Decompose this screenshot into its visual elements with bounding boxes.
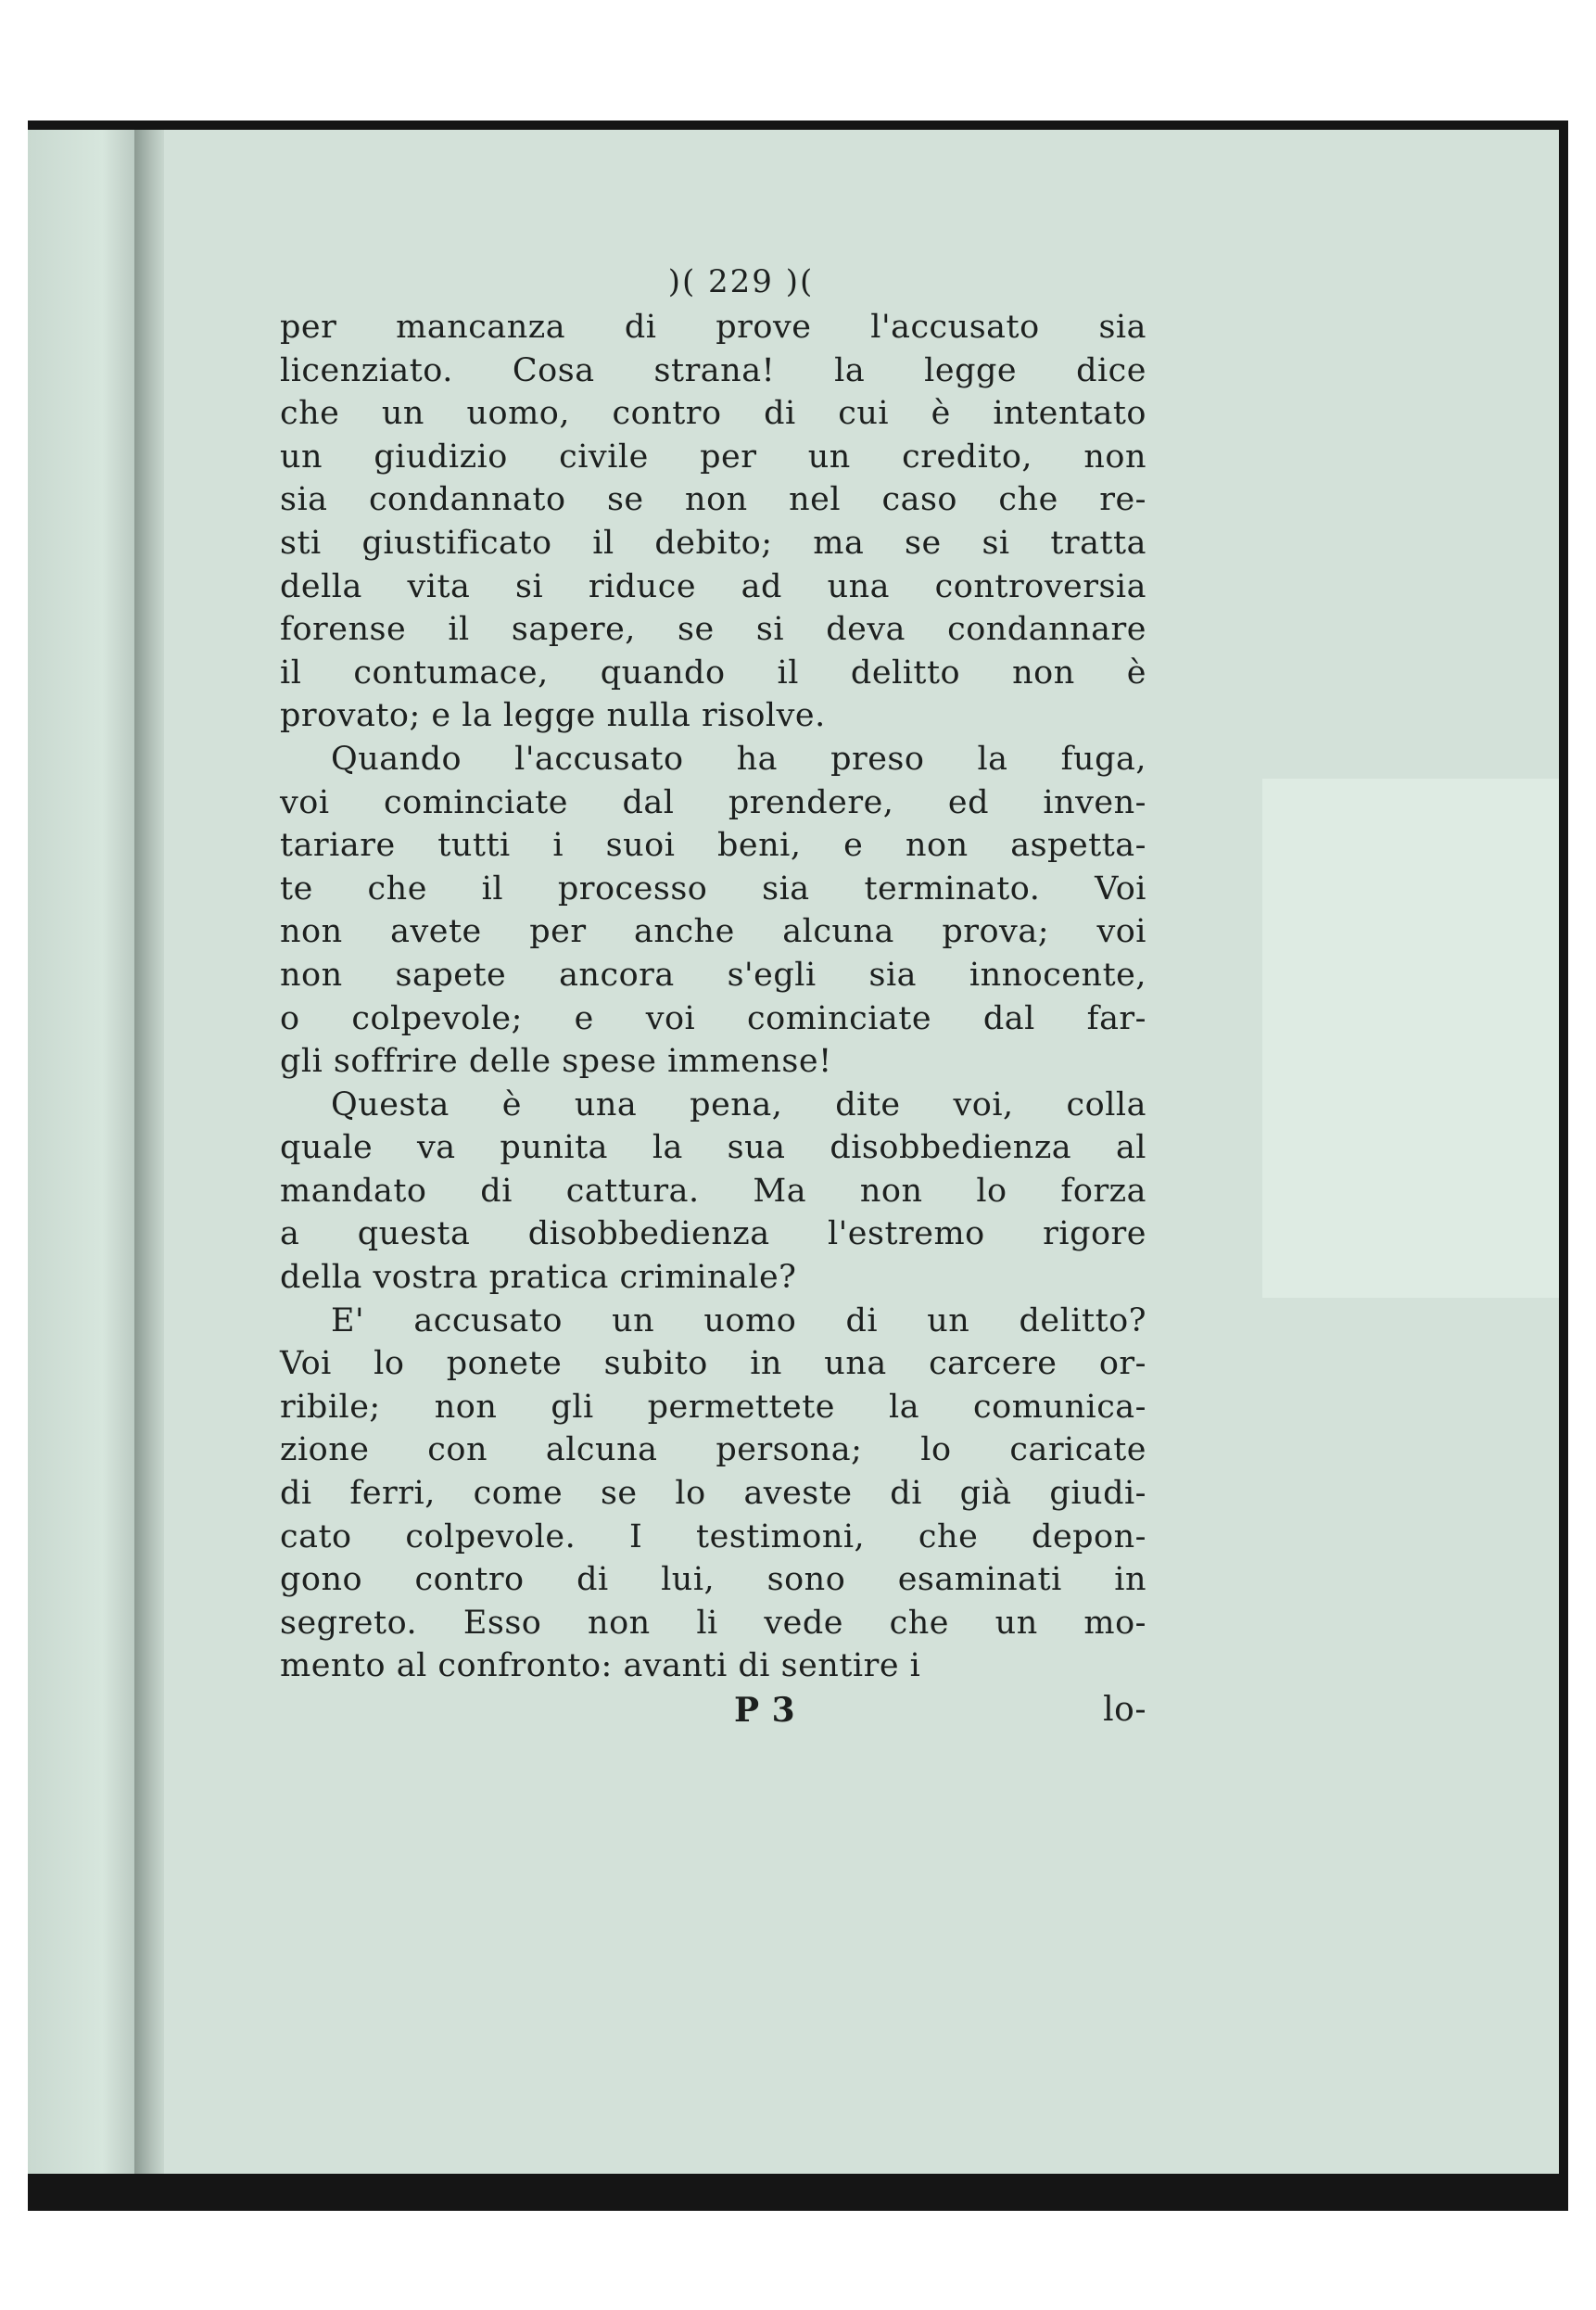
text-line: cato colpevole. I testimoni, che depon-	[280, 1517, 1146, 1555]
text-line: zione con alcuna persona; lo caricate	[280, 1431, 1146, 1469]
text-line: non sapete ancora s'egli sia innocente,	[280, 956, 1146, 994]
text-line: non avete per anche alcuna prova; voi	[280, 913, 1146, 951]
text-line: te che il processo sia terminato. Voi	[280, 869, 1146, 908]
text-line: E' accusato un uomo di un delitto?	[331, 1301, 1146, 1339]
text-line: voi cominciate dal prendere, ed inven-	[280, 783, 1146, 821]
paragraph	[280, 1300, 1146, 1688]
footer-line	[280, 1688, 1146, 1732]
paragraph	[280, 306, 1146, 738]
signature-mark: P 3	[734, 1691, 796, 1730]
paragraph	[280, 1084, 1146, 1300]
running-head: )( 229 )(	[667, 263, 815, 300]
text-line: di ferri, come se lo aveste di già giudi-	[280, 1475, 1146, 1513]
paragraph	[280, 738, 1146, 1084]
text-line: tariare tutti i suoi beni, e non aspetta-	[280, 827, 1146, 865]
text-line: della vostra pratica criminale?	[280, 1259, 797, 1297]
text-line: il contumace, quando il delitto non è	[280, 654, 1146, 692]
text-line: mento al confronto: avanti di sentire i	[280, 1647, 921, 1685]
text-line: gli soffrire delle spese immense!	[280, 1043, 832, 1081]
text-line: Quando l'accusato ha preso la fuga,	[331, 740, 1146, 778]
text-line: un giudizio civile per un credito, non	[280, 438, 1146, 476]
book-gutter	[134, 130, 164, 2174]
text-line: gono contro di lui, sono esaminati in	[280, 1561, 1146, 1599]
facing-page-edge	[28, 130, 134, 2174]
text-line: sia condannato se non nel caso che re-	[280, 481, 1146, 519]
text-line: provato; e la legge nulla risolve.	[280, 697, 826, 735]
text-line: che un uomo, contro di cui è intentato	[280, 395, 1146, 433]
paper-light-patch	[1262, 779, 1559, 1298]
text-line: a questa disobbedienza l'estremo rigore	[280, 1215, 1146, 1253]
text-line: sti giustificato il debito; ma se si tratta	[280, 524, 1146, 562]
text-line: quale va punita la sua disobbedienza al	[280, 1129, 1146, 1167]
text-line: segreto. Esso non li vede che un mo-	[280, 1604, 1146, 1642]
page-text-block	[280, 258, 1146, 1732]
text-line: licenziato. Cosa strana! la legge dice	[280, 351, 1146, 389]
text-line: o colpevole; e voi cominciate dal far-	[280, 999, 1146, 1037]
text-line: Voi lo ponete subito in una carcere or-	[280, 1345, 1146, 1383]
text-line: Questa è una pena, dite voi, colla	[331, 1085, 1146, 1123]
catchword: lo-	[1103, 1691, 1146, 1729]
text-line: mandato di cattura. Ma non lo forza	[280, 1172, 1146, 1210]
text-line: della vita si riduce ad una controversia	[280, 567, 1146, 605]
paragraphs	[280, 306, 1146, 1688]
text-line: per mancanza di prove l'accusato sia	[280, 309, 1146, 346]
text-line: ribile; non gli permettete la comunica-	[280, 1388, 1146, 1426]
text-line: forense il sapere, se si deva condannare	[280, 611, 1146, 649]
